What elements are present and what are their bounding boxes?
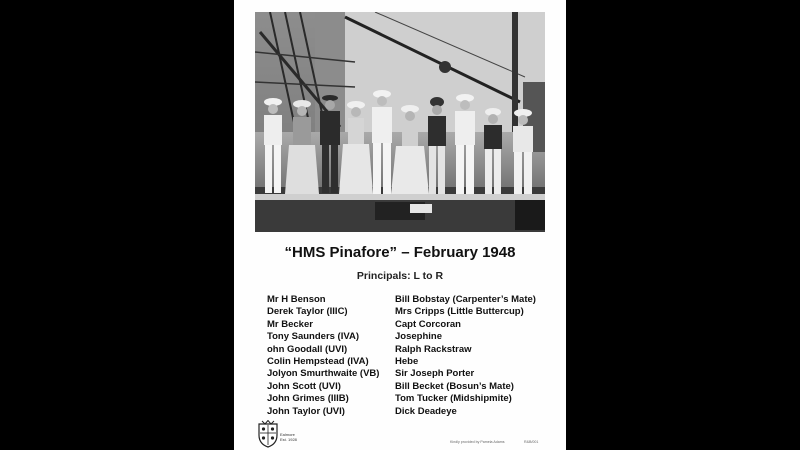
cast-row (267, 294, 557, 306)
document-subtitle: Principals: L to R (356, 270, 444, 282)
role-name: Hebe (395, 356, 419, 368)
footer-credit: Kindly provided by Pamela Adams (450, 440, 505, 444)
role-name: Sir Joseph Porter (395, 368, 475, 380)
actor-name: Mr Becker (267, 318, 313, 330)
footer-reference: R&B/001 (524, 440, 539, 444)
actor-name: Mr H Benson (267, 294, 326, 305)
actor-name: Colin Hempstead (IVA) (267, 356, 369, 368)
actor-name: John Grimes (IIIB) (267, 393, 349, 405)
role-name: Bill Bobstay (Carpenter’s Mate) (395, 294, 536, 305)
cast-row (267, 381, 557, 393)
cast-row (267, 406, 557, 418)
role-name: Mrs Cripps (Little Buttercup) (395, 306, 524, 318)
actor-name: John Taylor (UVI) (267, 405, 345, 417)
document-title: “HMS Pinafore” – February 1948 (284, 244, 516, 261)
school-crest-icon (256, 420, 280, 448)
role-name: Capt Corcoran (395, 318, 461, 330)
cast-row (267, 331, 557, 343)
actor-name: Derek Taylor (IIIC) (267, 306, 348, 318)
actor-name: John Scott (UVI) (267, 380, 341, 392)
cast-list (267, 294, 557, 418)
cast-row (267, 344, 557, 356)
role-name: Bill Becket (Bosun’s Mate) (395, 380, 514, 392)
cast-row (267, 368, 557, 380)
actor-name: ohn Goodall (UVI) (267, 343, 348, 355)
cast-row (267, 319, 557, 331)
cast-row (267, 393, 557, 405)
cast-row (267, 356, 557, 368)
actor-name: Tony Saunders (IVA) (267, 331, 360, 343)
role-name: Josephine (395, 331, 442, 343)
role-name: Ralph Rackstraw (395, 343, 472, 355)
document-page (234, 0, 566, 450)
role-name: Dick Deadeye (395, 405, 457, 417)
cast-photograph (255, 12, 545, 232)
cast-row (267, 306, 557, 318)
stage-photo-drawing (255, 12, 545, 232)
actor-name: Jolyon Smurthwaite (VB) (267, 368, 380, 380)
school-name: Ealmore Est. 1928 (280, 432, 297, 442)
role-name: Tom Tucker (Midshipmite) (395, 393, 512, 405)
